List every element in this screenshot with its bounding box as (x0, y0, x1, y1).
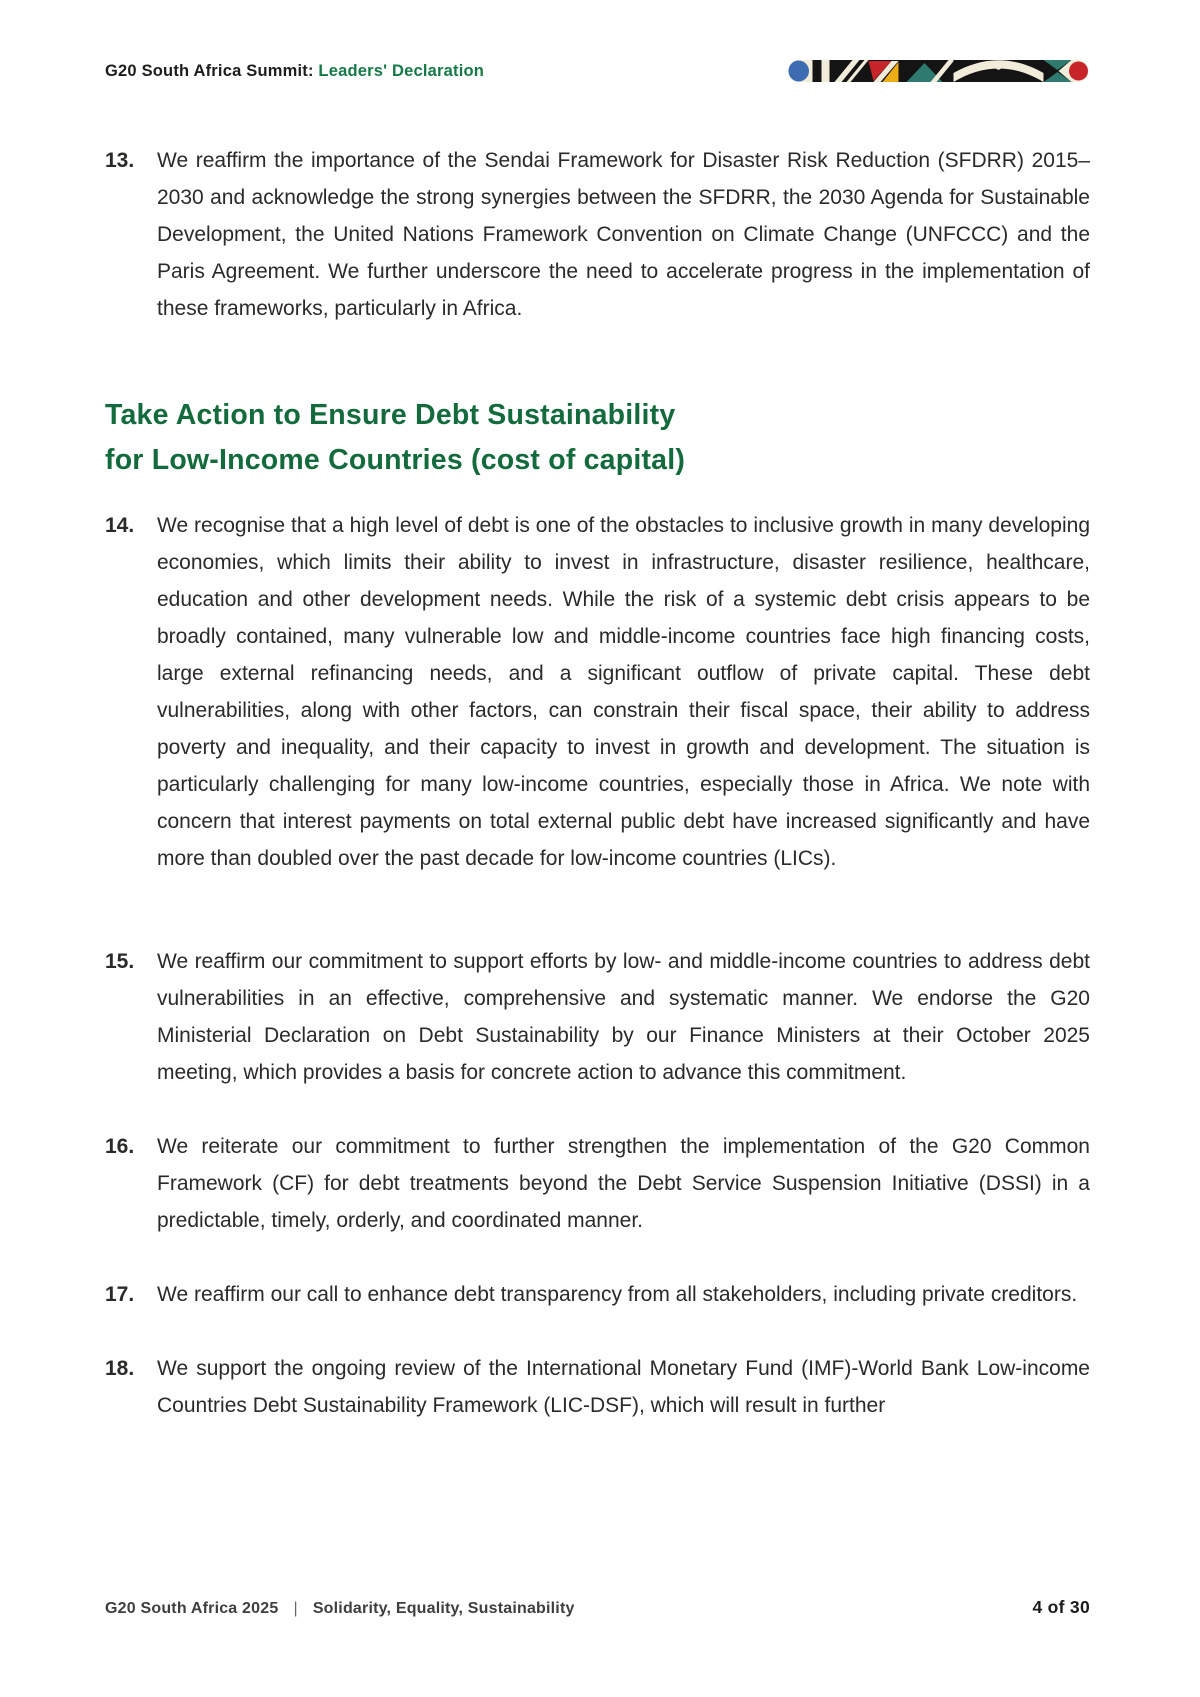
paragraph-text: We recognise that a high level of debt is one of the obstacles to inclusive growth in many developing economies, which limits their ability to invest in infrastructure, disaster resilience, healthcare, education and other development needs. While the risk of a systemic debt crisis appears to be broadly contained, many vulnerable low and middle-income countries face high financing costs, large external refinancing needs, and a significant outflow of private capital. These debt vulnerabilities, along with other factors, can constrain their fiscal space, their ability to address poverty and inequality, and their capacity to invest in growth and development. The situation is particularly challenging for many low-income countries, especially those in Africa. We note with concern that interest payments on total external public debt have increased significantly and have more than doubled over the past decade for low-income countries (LICs). (157, 514, 1090, 870)
paragraph-number: 14. (105, 514, 135, 537)
footer-left (105, 1600, 575, 1618)
paragraph-number: 17. (105, 1283, 135, 1306)
page-header (105, 60, 1090, 82)
paragraph-number: 18. (105, 1357, 135, 1380)
section-heading-line1: Take Action to Ensure Debt Sustainability (105, 399, 676, 431)
footer-divider: | (293, 1600, 298, 1617)
document-title (105, 62, 484, 81)
document-body (105, 142, 1090, 1461)
paragraph-text: We reaffirm the importance of the Sendai Framework for Disaster Risk Reduction (SFDRR) 2015–2030 and acknowledge the strong synergies between the SFDRR, the 2030 Agenda for Sustainable Development, the United Nations Framework Convention on Climate Change (UNFCCC) and the Paris Agreement. We further underscore the need to accelerate progress in the implementation of these frameworks, particularly in Africa. (157, 149, 1090, 320)
paragraph-number: 15. (105, 950, 135, 973)
paragraph-text: We reiterate our commitment to further strengthen the implementation of the G20 Common Framework (CF) for debt treatments beyond the Debt Service Suspension Initiative (DSSI) in a predictable, timely, orderly, and coordinated manner. (157, 1135, 1090, 1232)
paragraph-text: We reaffirm our call to enhance debt transparency from all stakeholders, including private creditors. (157, 1283, 1078, 1306)
paragraph-number: 16. (105, 1135, 135, 1158)
paragraph-15 (105, 943, 1090, 1091)
paragraph-text: We reaffirm our commitment to support efforts by low- and middle-income countries to address debt vulnerabilities in an effective, comprehensive and systematic manner. We endorse the G20 Ministerial Declaration on Debt Sustainability by our Finance Ministers at their October 2025 meeting, which provides a basis for concrete action to advance this commitment. (157, 950, 1090, 1084)
document-title-prefix: G20 South Africa Summit: (105, 61, 319, 80)
section-heading-line2: for Low-Income Countries (cost of capital) (105, 444, 686, 476)
paragraph-text: We support the ongoing review of the International Monetary Fund (IMF)-World Bank Low-income Countries Debt Sustainability Framework (LIC-DSF), which will result in further (157, 1357, 1090, 1417)
footer-tagline: Solidarity, Equality, Sustainability (312, 1600, 575, 1617)
footer-brand: G20 South Africa 2025 (105, 1600, 279, 1617)
paragraph-13 (105, 142, 1090, 327)
paragraph-16 (105, 1128, 1090, 1239)
paragraph-14 (105, 507, 1090, 877)
g20-pattern-logo-icon (787, 60, 1090, 82)
page-number: 4 of 30 (1032, 1597, 1090, 1617)
paragraph-17 (105, 1276, 1090, 1313)
paragraph-number: 13. (105, 149, 135, 172)
section-heading (105, 393, 1090, 483)
page-footer (105, 1597, 1090, 1618)
paragraph-18 (105, 1350, 1090, 1424)
document-title-accent: Leaders' Declaration (318, 61, 485, 80)
